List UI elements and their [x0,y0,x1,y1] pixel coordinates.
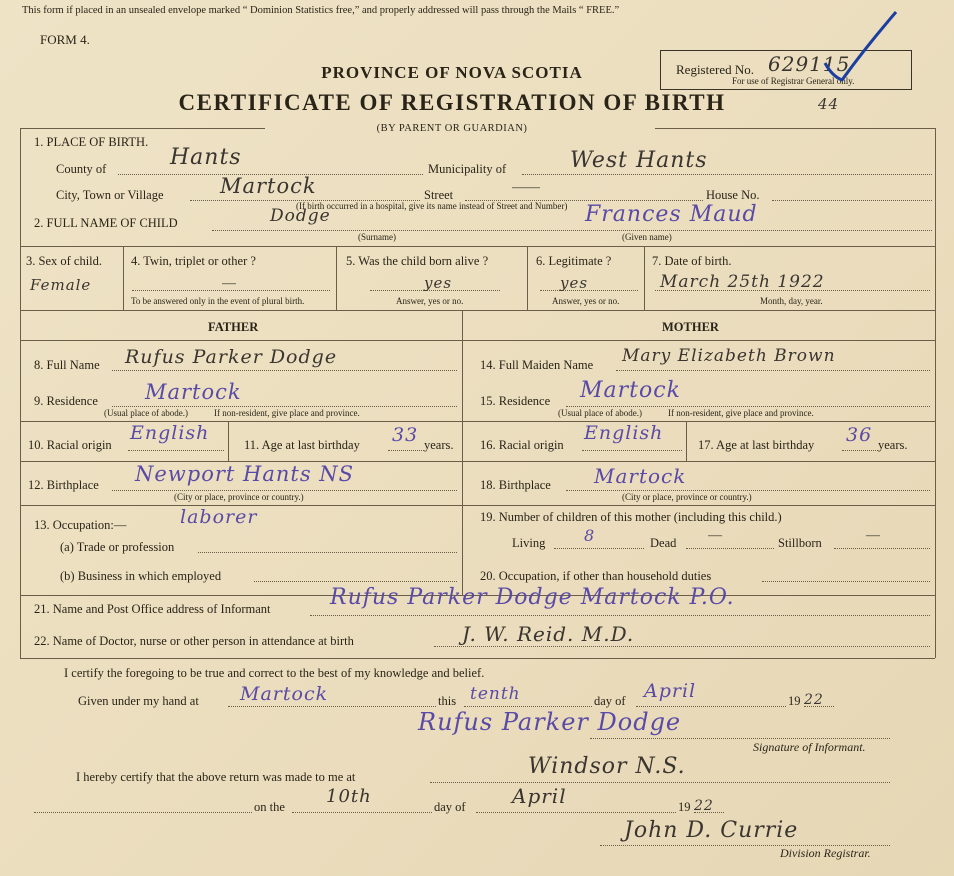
page-title: CERTIFICATE OF REGISTRATION OF BIRTH [178,90,726,115]
mother-racial-label: 16. Racial origin [480,438,564,452]
mail-notice: This form if placed in an unsealed envelope marked “ Dominion Statistics free,” and properly addressed will pass through the Mails “ FREE.” [22,5,620,16]
this-label: this [438,694,457,708]
trade-label: (a) Trade or profession [60,540,175,554]
father-heading: FATHER [208,320,259,334]
mother-abode-note: (Usual place of abode.) [558,408,642,418]
twin-note: To be answered only in the event of plural birth. [131,296,305,306]
province-title: PROVINCE OF NOVA SCOTIA [321,63,583,82]
father-birthplace-label: 12. Birthplace [28,478,99,492]
place-of-birth-label: 1. PLACE OF BIRTH. [34,135,149,149]
registrar-statement: I hereby certify that the above return was made to me at [76,770,356,784]
father-age-value: 33 [392,424,419,446]
certify-year-prefix: 19 [788,694,801,708]
mother-heading: MOTHER [662,320,719,334]
registrar-place-value: Windsor N.S. [528,754,686,779]
surname-caption: (Surname) [358,232,396,242]
legitimate-value: yes [560,274,589,292]
alive-label: 5. Was the child born alive ? [346,254,489,268]
sex-value: Female [30,276,92,294]
on-the-label: on the [254,800,285,814]
registered-number: 629115 [768,52,851,76]
father-occupation-label: 13. Occupation:— [34,518,127,532]
mother-bp-note: (City or place, province or country.) [622,492,752,502]
living-value: 8 [584,526,596,545]
child-surname: Dodge [270,206,331,226]
alive-value: yes [424,274,453,292]
mother-racial-value: English [584,422,664,444]
street-label: Street [424,188,454,202]
dead-value: — [708,528,722,543]
registrar-month-value: April [512,784,567,808]
certify-statement: I certify the foregoing to be true and correct to the best of my knowledge and belief. [64,666,485,680]
doctor-label: 22. Name of Doctor, nurse or other person in attendance at birth [34,634,354,648]
informant-value: Rufus Parker Dodge Martock P.O. [330,585,735,610]
date-of-birth-label: 7. Date of birth. [652,254,732,268]
mother-maiden-value: Mary Elizabeth Brown [622,346,836,366]
certify-year-value: 22 [804,692,824,708]
living-label: Living [512,536,546,550]
child-name-label: 2. FULL NAME OF CHILD [34,216,178,230]
alive-note: Answer, yes or no. [396,296,464,306]
twin-label: 4. Twin, triplet or other ? [131,254,256,268]
registrar-day-of-label: day of [434,800,466,814]
municipality-label: Municipality of [428,162,507,176]
father-occupation-value: laborer [180,506,258,528]
house-label: House No. [706,188,760,202]
father-name-value: Rufus Parker Dodge [125,346,338,368]
page-subtitle: (BY PARENT OR GUARDIAN) [376,123,528,134]
mother-age-value: 36 [846,424,873,446]
date-of-birth-note: Month, day, year. [760,296,823,306]
father-racial-label: 10. Racial origin [28,438,112,452]
father-name-label: 8. Full Name [34,358,100,372]
father-residence-label: 9. Residence [34,394,98,408]
municipality-value: West Hants [570,148,708,173]
dead-label: Dead [650,536,677,550]
registrar-signature-caption: Division Registrar. [780,846,871,860]
certify-day-of-label: day of [594,694,626,708]
father-bp-note: (City or place, province or country.) [174,492,304,502]
mother-age-label: 17. Age at last birthday [698,438,815,452]
registered-label: Registered No. [676,62,754,77]
registrar-year-value: 22 [694,798,714,814]
given-caption: (Given name) [622,232,672,242]
informant-signature: Rufus Parker Dodge [418,708,682,736]
father-nonres-note: If non-resident, give place and province. [214,408,360,418]
mother-birthplace-label: 18. Birthplace [480,478,551,492]
date-of-birth-value: March 25th 1922 [660,272,825,292]
registrar-day-value: 10th [326,786,372,807]
father-racial-value: English [130,422,210,444]
child-given-name: Frances Maud [585,202,758,227]
registrar-signature: John D. Currie [624,818,799,843]
twin-value: — [222,276,236,291]
legitimate-note: Answer, yes or no. [552,296,620,306]
registrar-year-prefix: 19 [678,800,691,814]
informant-label: 21. Name and Post Office address of Informant [34,602,271,616]
mother-maiden-label: 14. Full Maiden Name [480,358,594,372]
mother-birthplace-value: Martock [594,464,687,488]
margin-mark: 44 [818,95,840,113]
legitimate-label: 6. Legitimate ? [536,254,612,268]
hospital-note: (If birth occurred in a hospital, give its name instead of Street and Number) [296,201,568,211]
certify-month-value: April [644,680,697,702]
mother-children-label: 19. Number of children of this mother (including this child.) [480,510,782,524]
mother-nonres-note: If non-resident, give place and province. [668,408,814,418]
street-value: —— [512,180,540,195]
father-age-label: 11. Age at last birthday [244,438,360,452]
doctor-value: J. W. Reid. M.D. [462,622,635,646]
given-place-value: Martock [240,683,329,705]
father-abode-note: (Usual place of abode.) [104,408,188,418]
father-residence-value: Martock [145,380,242,404]
business-label: (b) Business in which employed [60,569,222,583]
city-label: City, Town or Village [56,188,164,202]
informant-signature-caption: Signature of Informant. [753,740,866,754]
father-birthplace-value: Newport Hants NS [135,462,355,486]
given-under-label: Given under my hand at [78,694,199,708]
form-number: FORM 4. [40,32,90,47]
mother-residence-value: Martock [580,378,681,403]
county-value: Hants [170,145,242,170]
registrar-general-note: For use of Registrar General only. [732,76,855,86]
mother-occupation-label: 20. Occupation, if other than household duties [480,569,712,583]
mother-years: years. [878,438,908,452]
this-day-value: tenth [470,684,521,704]
father-years: years. [424,438,454,452]
stillborn-label: Stillborn [778,536,822,550]
stillborn-value: — [866,528,880,543]
county-label: County of [56,162,107,176]
sex-label: 3. Sex of child. [26,254,103,268]
city-value: Martock [220,174,317,198]
mother-residence-label: 15. Residence [480,394,551,408]
